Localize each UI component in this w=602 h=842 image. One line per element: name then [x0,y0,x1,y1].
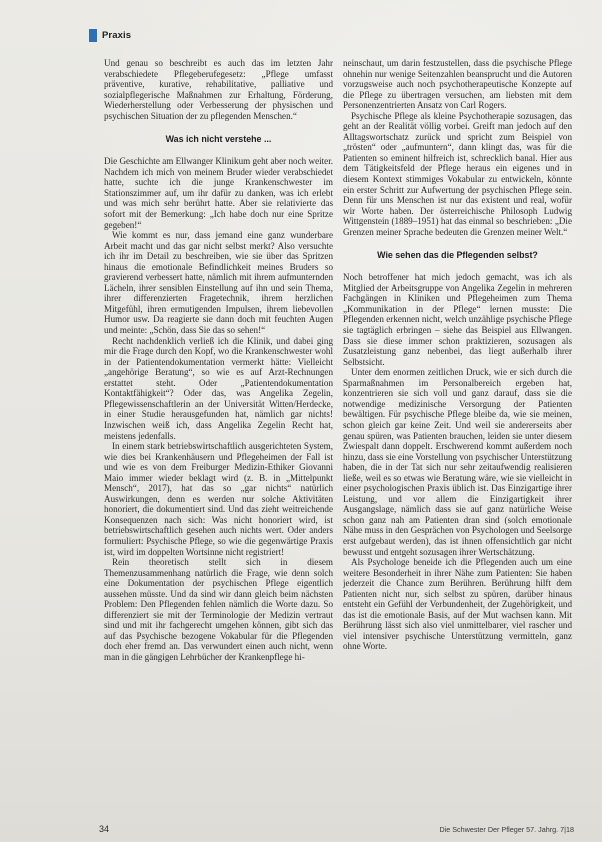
paragraph: Die Geschichte am Ellwanger Klinikum geht aber noch weiter. Nachdem ich mich von meinem Bruder wieder verabschiedet hatte, suchte ich die junge Krankenschwester im Stationszimmer auf, um ihr dafür zu danken, was ich erlebt und was mich sehr berührt hatte. Aber sie relativierte das sofort mit der Bemerkung: „Ich habe doch nur eine Spritze gegeben!“ [104,156,333,230]
subheading: Wie sehen das die Pflegenden selbst? [377,250,538,261]
paragraph: Unter dem enormen zeitlichen Druck, wie er sich durch die Sparmaßnahmen im Personalbereich ergeben hat, konzentrieren sie sich voll und ganz darauf, dass sie die notwendige medizinische Versorgung der Patienten bewältigen. Für psychische Pflege bleibe da, wie sie meinen, schon gleich gar keine Zeit. Und weil sie andererseits aber genau spüren, was Patienten brauchen, leiden sie unter diesem Zwiespalt dann doppelt. Erschwerend kommt außerdem noch hinzu, dass sie eine Vorstellung von psychischer Unterstützung haben, die in der Tat sich nur sehr zeitaufwendig realisieren ließe, weil es so etwas wie Beratung wäre, wie sie vielleicht in einer psychologischen Praxis üblich ist. Das Einzigartige ihrer Leistung, und vor allem die Einzigartigkeit ihrer Ausgangslage, nämlich dass sie auf ganz natürliche Weise schon ganz nah am Patienten dran sind (solch emotionale Nähe muss in den Gesprächen von Psychologen und Seelsorge erst aufgebaut werden), das ist ihnen offensichtlich gar nicht bewusst und entgeht sozusagen ihrer Wertschätzung. [343,367,572,557]
section-color-mark [89,29,97,42]
page-number: 34 [99,824,110,834]
right-column [343,58,572,793]
paragraph: Als Psychologe beneide ich die Pflegenden auch um eine weitere Besonderheit in ihrer Nähe zum Patienten: Sie haben jederzeit die Chance zum Berühren. Berührung hilft dem Patienten nicht nur, sich selbst zu spüren, darüber hinaus entsteht ein Gefühl der Verbundenheit, der Zugehörigkeit, und das ist die emotionale Basis, auf der Mut wachsen kann. Mit Berührung lässt sich also viel unmittelbarer, viel rascher und viel intensiver psychische Unterstützung vermitteln, ganz ohne Worte. [343,557,572,652]
paragraph: neinschaut, um darin festzustellen, dass die psychische Pflege ohnehin nur wenige Seitenzahlen beansprucht und die Autoren vorzugsweise auch noch psychotherapeutische Konzepte auf die Pflege zu übertragen versuchen, am liebsten mit dem Personenzentrierten Ansatz von Carl Rogers. [343,58,572,111]
paragraph: In einem stark betriebswirtschaftlich ausgerichteten System, wie dies bei Krankenhäusern und Pflegeheimen der Fall ist und wie es von dem Freiburger Medizin-Ethiker Giovanni Maio immer wieder beklagt wird (z. B. in „Mittelpunkt Mensch“, 2017), hat das so „gar nichts“ natürlich Auswirkungen, denn es werden nur solche Aktivitäten honoriert, die dokumentiert sind. Und das zieht weitreichende Konsequenzen nach sich: Was nicht honoriert wird, ist betriebswirtschaftlich gesehen auch nichts wert. Oder anders formuliert: Psychische Pflege, so wie die gegenwärtige Praxis ist, wird im doppelten Wortsinne nicht registriert! [104,441,333,557]
paragraph: Wie kommt es nur, dass jemand eine ganz wunderbare Arbeit macht und das gar nicht selbst merkt? Also versuchte ich ihr im Detail zu beschreiben, wie sie über das Spritzen hinaus die emotionale Befindlichkeit meines Bruders so gravierend verbessert hatte, nämlich mit ihrem aufmunternden Lächeln, ihrer sensiblen Einstellung auf ihn und sein Thema, ihrer differenzierten Fragetechnik, ihrem herzlichen Mitgefühl, ihren ermutigenden Impulsen, ihrem liebevollen Humor usw. Da reagierte sie dann doch mit feuchten Augen und meinte: „Schön, dass Sie das so sehen!“ [104,230,333,336]
paragraph: Recht nachdenklich verließ ich die Klinik, und dabei ging mir die Frage durch den Kopf, wo die Krankenschwester wohl in der Patientendokumentation vermerkt hätte: Vielleicht „angehörige Beratung“, so wie es auf Arzt-Rechnungen erstattet steht. Oder „Patientendokumentation Kontaktfähigkeit“? Oder das, was Angelika Zegelin, Pflegewissenschaftlerin an der Universität Witten/Herdecke, in einer Studie herausgefunden hat, nämlich gar nichts! Inzwischen weiß ich, dass Angelika Zegelin Recht hat, meistens jedenfalls. [104,335,333,441]
paragraph: Noch betroffener hat mich jedoch gemacht, was ich als Mitglied der Arbeitsgruppe von Angelika Zegelin in mehreren Fachgängen in Kliniken und Pflegeheimen zum Thema „Kommunikation in der Pflege“ lernen musste: Die Pflegenden erkennen nicht, welch unzählige psychische Pflege sie tagtäglich erbringen – siehe das Beispiel aus Ellwangen. Dass sie diese immer schon praktizieren, sozusagen als Zusatzleistung ganz nebenbei, das liegt außerhalb ihrer Selbstsicht. [343,272,572,367]
left-column [104,58,333,793]
subheading: Was ich nicht verstehe ... [165,134,272,145]
section-tag [89,28,131,42]
paragraph: Rein theoretisch stellt sich in diesem Themenzusammenhang natürlich die Frage, wie denn solch eine Dokumentation der psychischen Pflege eigentlich aussehen müsste. Und da sind wir dann gleich beim nächsten Problem: Den Pflegenden fehlen nämlich die Worte dazu. So differenziert sie mit der Terminologie der Medizin vertraut sind und mit ihr fachgerecht umgehen können, gibt sich das auf das Psychische bezogene Vokabular für die Pflegenden doch eher fremd an. Das verwundert einen auch nicht, wenn man in die gängigen Lehrbücher der Krankenpflege hi- [104,557,333,662]
paragraph: Und genau so beschreibt es auch das im letzten Jahr verabschiedete Pflegeberufegesetz: „Pflege umfasst präventive, kurative, rehabilitative, palliative und sozialpflegerische Maßnahmen zur Erhaltung, Förderung, Wiederherstellung oder Verbesserung der physischen und psychischen Situation der zu pflegenden Menschen.“ [104,58,333,121]
section-label: Praxis [102,29,132,41]
paragraph: Psychische Pflege als kleine Psychotherapie sozusagen, das geht an der Realität völlig vorbei. Greift man jedoch auf den Alltagswortschatz zurück und spricht zum Beispiel von „trösten“ oder „aufmuntern“, dann klingt das, was für die Patienten so eminent hilfreich ist, schrecklich banal. Hier aus dem Tätigkeitsfeld der Pflege heraus ein eigenes und in diesem Kontext stimmiges Vokabular zu entwickeln, könnte ein erster Schritt zur Aufwertung der psychischen Pflege sein. Denn für uns Menschen ist nur das existent und real, wofür wir Worte haben. Der österreichische Philosoph Ludwig Wittgenstein (1889–1951) hat das einmal so beschrieben: „Die Grenzen meiner Sprache bedeuten die Grenzen meiner Welt.“ [343,110,572,237]
journal-footer: Die Schwester Der Pfleger 57. Jahrg. 7|18 [439,825,574,834]
